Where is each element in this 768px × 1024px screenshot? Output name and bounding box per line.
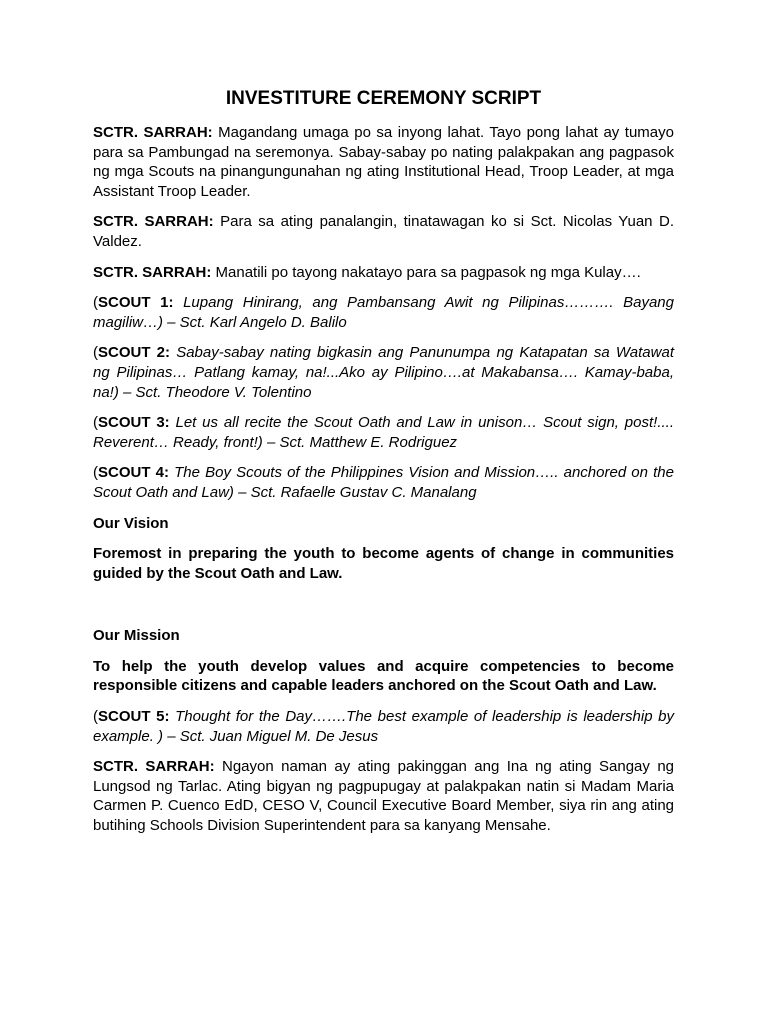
- document-title: INVESTITURE CEREMONY SCRIPT: [225, 88, 542, 109]
- paragraph-scout-4: [93, 463, 674, 502]
- open-paren: (: [93, 344, 98, 362]
- paragraph-text: Magandang umaga po sa inyong lahat. Tayo pong lahat ay tumayo para sa Pambungad na seremonya. Sabay-sabay po nating palakpakan ang pagpasok ng mga Scouts na pinangungunahan ng ating Institutional Head, Troop Leader, at mga Assistant Troop Leader.: [93, 124, 674, 200]
- paragraph-scout-1: [93, 293, 674, 332]
- mission-text: To help the youth develop values and acquire competencies to become responsible citizens and capable leaders anchored on the Scout Oath and Law.: [93, 657, 674, 695]
- open-paren: (: [93, 708, 98, 726]
- paragraph-sctr-prayer: [93, 212, 674, 251]
- paragraph-text: Lupang Hinirang, ang Pambansang Awit ng Pilipinas………. Bayang magiliw…) – Sct. Karl Angelo D. Balilo: [93, 294, 674, 331]
- speaker-label: SCOUT 4:: [98, 464, 169, 482]
- document-body: [93, 88, 674, 847]
- paragraph-text: Thought for the Day…….The best example of leadership is leadership by example. ) – Sct. Juan Miguel M. De Jesus: [93, 708, 675, 745]
- paragraph-text: The Boy Scouts of the Philippines Vision and Mission….. anchored on the Scout Oath and Law) – Sct. Rafaelle Gustav C. Manalang: [93, 464, 674, 501]
- speaker-label: SCOUT 3:: [98, 414, 170, 432]
- paragraph-text: Let us all recite the Scout Oath and Law in unison… Scout sign, post!.... Reverent… Ready, front!) – Sct. Matthew E. Rodriguez: [93, 414, 674, 451]
- section-spacer: [93, 594, 674, 626]
- paragraph-sctr-colors: [93, 263, 674, 283]
- vision-text: Foremost in preparing the youth to become agents of change in communities guided by the Scout Oath and Law.: [93, 545, 674, 582]
- paragraph-text: Para sa ating panalangin, tinatawagan ko si Sct. Nicolas Yuan D. Valdez.: [93, 213, 674, 250]
- paragraph-scout-3: [93, 413, 674, 452]
- paragraph-text: Sabay-sabay nating bigkasin ang Panunumpa ng Katapatan sa Watawat ng Pilipinas… Patlang kamay, na!...Ako ay Pilipino….at Makabansa…. Kamay-baba, na!) – Sct. Theodore V. Tolentino: [93, 344, 674, 401]
- paragraph-sctr-welcome: [93, 123, 674, 201]
- paragraph-scout-2: [93, 343, 674, 402]
- open-paren: (: [93, 414, 98, 432]
- paragraph-sctr-message: [93, 757, 674, 835]
- speaker-label: SCTR. SARRAH:: [93, 758, 215, 776]
- speaker-label: SCOUT 2:: [98, 344, 171, 362]
- speaker-label: SCTR. SARRAH:: [93, 213, 214, 231]
- paragraph-text: Manatili po tayong nakatayo para sa pagpasok ng mga Kulay….: [211, 263, 641, 281]
- open-paren: (: [93, 294, 98, 312]
- speaker-label: SCTR. SARRAH:: [93, 263, 212, 281]
- speaker-label: SCOUT 1:: [98, 294, 174, 312]
- speaker-label: SCOUT 5:: [98, 708, 170, 726]
- paragraph-scout-5: [93, 707, 674, 746]
- vision-heading: Our Vision: [93, 514, 169, 532]
- paragraph-text: Ngayon naman ay ating pakinggan ang Ina ng ating Sangay ng Lungsod ng Tarlac. Ating bigyan ng pagpupugay at palakpakan natin si Madam Maria Carmen P. Cuenco EdD, CESO V, Council Executive Board Member, siya rin ang ating butihing Schools Division Superintendent para sa kanyang Mensahe.: [93, 758, 674, 835]
- mission-heading: Our Mission: [93, 627, 180, 645]
- speaker-label: SCTR. SARRAH:: [93, 124, 213, 141]
- open-paren: (: [93, 464, 98, 482]
